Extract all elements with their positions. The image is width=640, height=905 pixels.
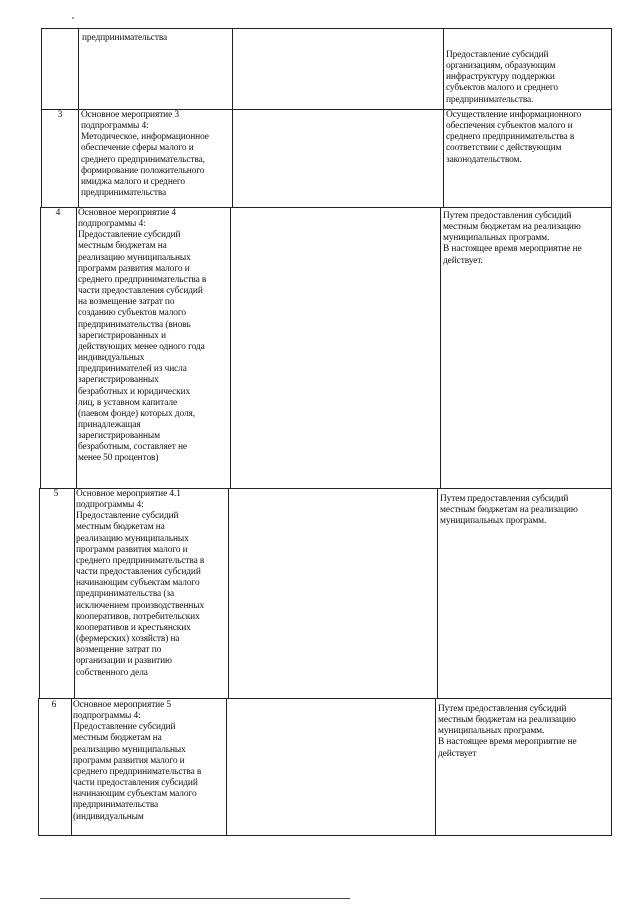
measure-title: Основное мероприятие 4.1 подпрограммы 4: Предоставление субсидий местным бюджетам на реализацию муниципальных программ развития малого и среднего предпринимательства в части предоставления субсидий начинающим субъектам малого предпринимательства (за исключением производственных кооперативов, потребительских кооперативов и крестьянских (фермерских) хозяйств) на возмещение затрат по организации и развитию собственного дела <box>76 489 205 678</box>
row-number: 4 <box>55 208 61 218</box>
measure-title: Основное мероприятие 3 подпрограммы 4: Методическое, информационное обеспечение сферы малого и среднего предпринимательства, формирование положительного имиджа малого и среднего предпринимательства <box>81 110 209 199</box>
measure-result: Предоставление субсидий организациям, образующим инфраструктуру поддержки субъектов малого и среднего предпринимательства. <box>446 50 558 105</box>
measure-result: Осуществление информационного обеспечения субъектов малого и среднего предпринимательства в соответствии с действующим законодательством. <box>446 110 582 165</box>
scan-speck <box>72 17 74 19</box>
row-number: 6 <box>51 700 57 710</box>
row-number: 5 <box>53 489 59 499</box>
measure-title: Основное мероприятие 4 подпрограммы 4: Предоставление субсидий местным бюджетам на реализацию муниципальных программ развития малого и среднего предпринимательства в части предоставления субсидий на возмещение затрат по созданию субъектов малого предпринимательства (вновь зарегистрированных и действующих менее одного года индивидуальных предпринимателей из числа зарегистрированных безработных и юридических лиц, в уставном капитале (паевом фонде) которых доля, принадлежащая зарегистрированным безработным, составляет не менее 50 процентов) <box>78 208 207 464</box>
measure-title: предпринимательства <box>82 33 168 43</box>
measure-title: Основное мероприятие 5 подпрограммы 4: Предоставление субсидий местным бюджетам на реализацию муниципальных программ развития малого и среднего предпринимательства в части предоставления субсидий начинающим субъектам малого предпринимательства (индивидуальным <box>73 700 202 822</box>
footnote-separator <box>40 898 350 899</box>
row-number: 3 <box>57 110 63 120</box>
measure-result: Путем предоставления субсидий местным бюджетам на реализацию муниципальных программ. В настоящее время мероприятие не действует. <box>443 211 582 266</box>
measure-result: Путем предоставления субсидий местным бюджетам на реализацию муниципальных программ. В настоящее время мероприятие не действует <box>438 704 577 759</box>
measure-result: Путем предоставления субсидий местным бюджетам на реализацию муниципальных программ. <box>440 494 578 527</box>
